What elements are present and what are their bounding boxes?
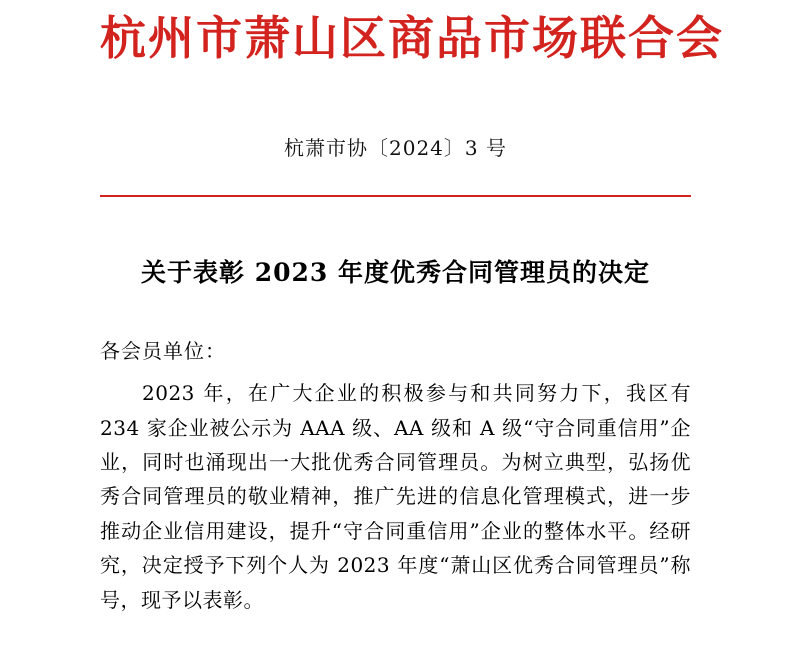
body-paragraph	[100, 376, 691, 617]
document-number: 杭萧市协〔2024〕3 号	[284, 136, 507, 161]
document-title: 关于表彰 2023 年度优秀合同管理员的决定	[141, 258, 650, 288]
organization-header: 杭州市萧山区商品市场联合会	[100, 11, 724, 65]
red-divider-rule	[100, 195, 691, 197]
document-page	[0, 11, 791, 645]
paragraph-text: 2023 年，在广大企业的积极参与和共同努力下，我区有 234 家企业被公示为 AAA 级、AA 级和 A 级“守合同重信用”企业，同时也涌现出一大批优秀合同管理员。为树立典型，弘扬优秀合同管理员的敬业精神，推广先进的信息化管理模式，进一步推动企业信用建设，提升“守合同重信用”企业的整体水平。经研究，决定授予下列个人为 2023 年度“萧山区优秀合同管理员”称号，现予以表彰。	[100, 381, 691, 612]
salutation: 各会员单位：	[100, 339, 226, 364]
